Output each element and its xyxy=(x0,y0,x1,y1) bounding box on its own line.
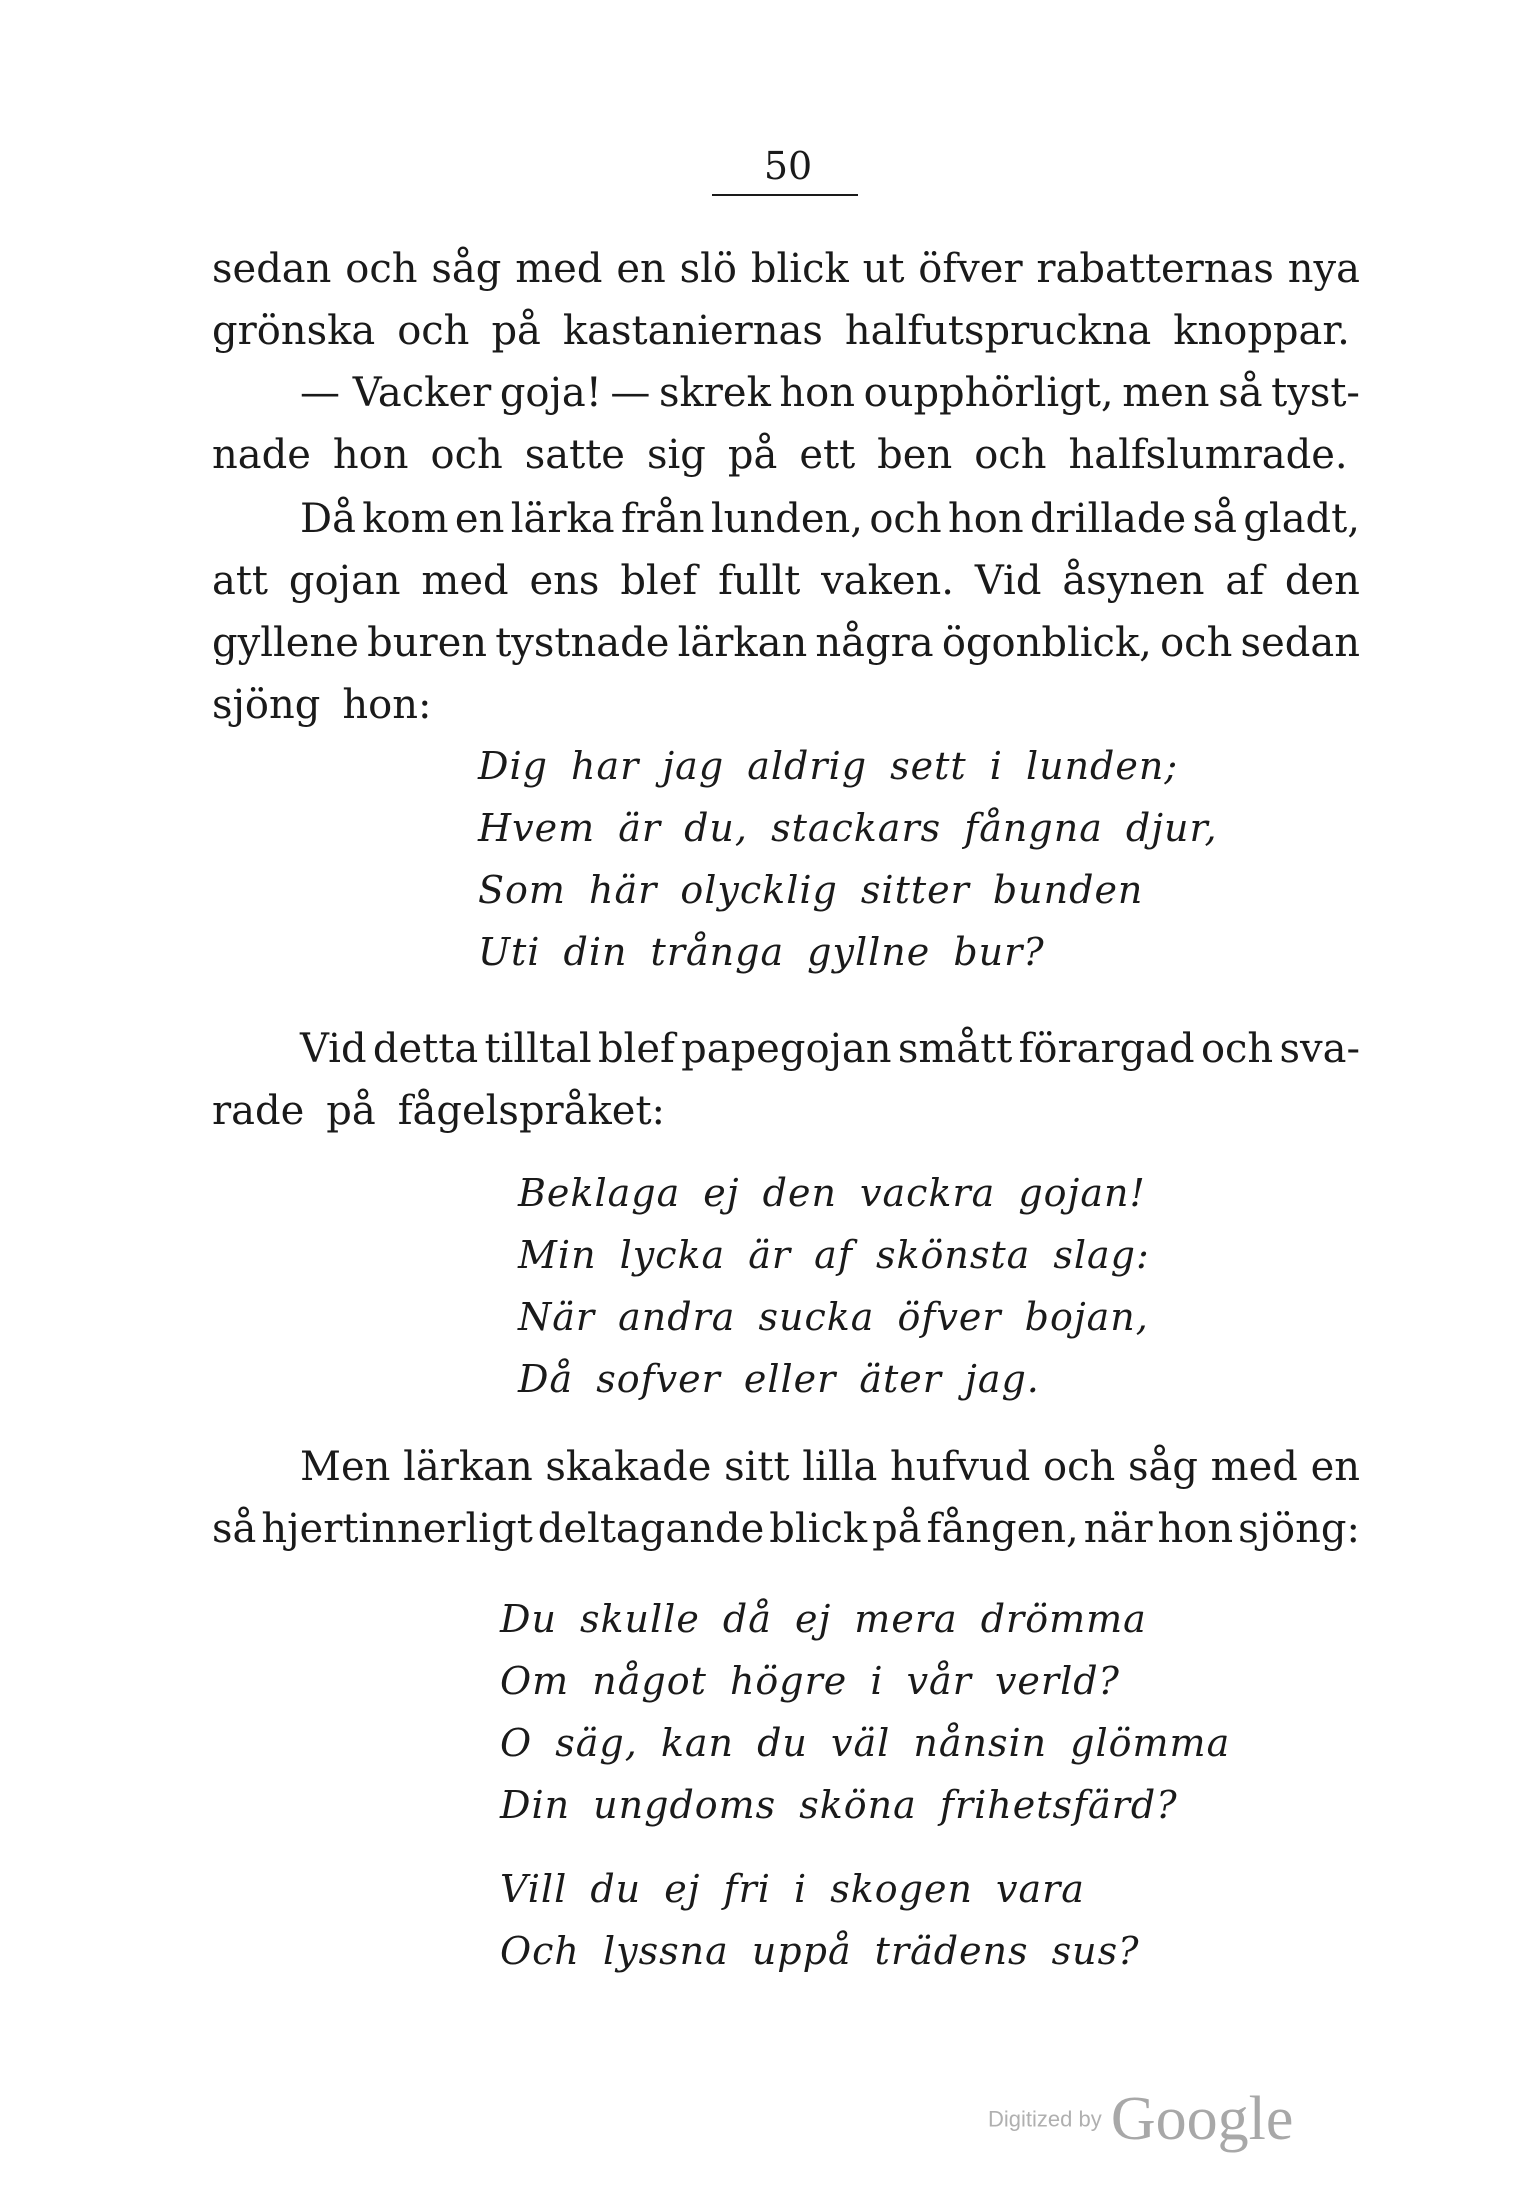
verse-1 xyxy=(478,735,1218,983)
word: den xyxy=(1284,558,1360,604)
verse-2 xyxy=(518,1162,1150,1410)
paragraph-line xyxy=(212,1080,1360,1142)
word: på xyxy=(727,432,778,478)
word: knoppar. xyxy=(1173,308,1350,354)
word: sedan xyxy=(212,246,332,292)
word: gyllene xyxy=(212,620,359,666)
word: på xyxy=(491,308,541,354)
word: gojan xyxy=(288,558,401,604)
word: på xyxy=(326,1088,376,1134)
word: så xyxy=(212,1506,257,1552)
paragraph-5 xyxy=(212,1436,1360,1560)
paragraph-line xyxy=(212,612,1360,674)
verse-line: Då sofver eller äter jag. xyxy=(518,1357,1040,1401)
verse-line: Uti din trånga gyllne bur? xyxy=(478,930,1045,974)
word: drillade xyxy=(1029,496,1187,542)
word: nya xyxy=(1287,246,1360,292)
word: blef xyxy=(597,1026,675,1072)
word: och xyxy=(1160,620,1233,666)
word: fullt xyxy=(718,558,801,604)
word: tystnade xyxy=(495,620,670,666)
word: kastaniernas xyxy=(562,308,823,354)
word: kom xyxy=(362,496,449,542)
word: Då xyxy=(300,496,356,542)
word: lilla xyxy=(802,1444,878,1490)
word: hon xyxy=(1157,1506,1234,1552)
paragraph-2 xyxy=(212,362,1360,486)
word: grönska xyxy=(212,308,376,354)
word: sjöng: xyxy=(1238,1506,1360,1552)
word: från xyxy=(620,496,705,542)
verse-line: Min lycka är af skönsta slag: xyxy=(518,1233,1150,1277)
paragraph-line xyxy=(212,1018,1360,1080)
word: en xyxy=(1310,1444,1360,1490)
word: och xyxy=(974,432,1047,478)
word: hon xyxy=(332,432,409,478)
paragraph-line xyxy=(212,674,1360,736)
paragraph-line xyxy=(212,300,1360,362)
word: lärkan xyxy=(403,1444,533,1490)
word: detta xyxy=(372,1026,479,1072)
word: Vid xyxy=(974,558,1042,604)
verse-line: Din ungdoms sköna frihetsfärd? xyxy=(500,1783,1178,1827)
word: lärkan xyxy=(677,620,808,666)
word: åsynen xyxy=(1062,558,1205,604)
word: och xyxy=(430,432,503,478)
word: hjertinnerligt xyxy=(261,1506,533,1552)
word: halfutspruckna xyxy=(844,308,1152,354)
google-logo: Google xyxy=(1110,2085,1294,2153)
word: tilltal xyxy=(484,1026,592,1072)
verse-line: Och lyssna uppå trädens sus? xyxy=(500,1929,1140,1973)
verse-line: Hvem är du, stackars fångna djur, xyxy=(478,806,1218,850)
word: papegojan xyxy=(681,1026,892,1072)
word: men xyxy=(1122,370,1210,416)
word: så xyxy=(1218,370,1263,416)
word: ut xyxy=(862,246,905,292)
page-number-rule xyxy=(712,194,858,196)
word: hufvud xyxy=(890,1444,1031,1490)
word: några xyxy=(815,620,934,666)
word: hon xyxy=(947,496,1024,542)
word: fången, xyxy=(926,1506,1079,1552)
paragraph-line xyxy=(212,550,1360,612)
verse-line: Vill du ej fri i skogen vara xyxy=(500,1867,1085,1911)
word: deltagande xyxy=(537,1506,765,1552)
word: sedan xyxy=(1240,620,1360,666)
verse-line: Som här olycklig sitter bunden xyxy=(478,868,1144,912)
verse-4 xyxy=(500,1858,1139,1982)
word: blick xyxy=(769,1506,868,1552)
paragraph-line xyxy=(212,362,1360,424)
word: smått xyxy=(897,1026,1013,1072)
word: skrek xyxy=(659,370,771,416)
verse-3 xyxy=(500,1588,1230,1836)
paragraph-3 xyxy=(212,488,1360,736)
word: ens xyxy=(529,558,600,604)
word: förargad xyxy=(1018,1026,1195,1072)
word: ett xyxy=(799,432,856,478)
word: nade xyxy=(212,432,311,478)
word: rabatternas xyxy=(1036,246,1274,292)
word: hon xyxy=(779,370,856,416)
word: sva- xyxy=(1279,1026,1360,1072)
verse-line: Om något högre i vår verld? xyxy=(500,1659,1120,1703)
word: och xyxy=(397,308,470,354)
word: såg xyxy=(1127,1444,1198,1490)
word: med xyxy=(515,246,603,292)
word: Vid xyxy=(300,1026,367,1072)
word: gladt, xyxy=(1243,496,1360,542)
word: såg xyxy=(431,246,502,292)
word: goja! xyxy=(499,370,602,416)
word: och xyxy=(869,496,942,542)
paragraph-line xyxy=(212,238,1360,300)
verse-line: När andra sucka öfver bojan, xyxy=(518,1295,1149,1339)
word: en xyxy=(616,246,666,292)
word: och xyxy=(1200,1026,1274,1072)
paragraph-line xyxy=(212,488,1360,550)
word: halfslumrade. xyxy=(1068,432,1348,478)
verse-line: Beklaga ej den vackra gojan! xyxy=(518,1171,1146,1215)
word: ögonblick, xyxy=(941,620,1152,666)
word: rade xyxy=(212,1088,305,1134)
word: slö xyxy=(679,246,738,292)
word: blef xyxy=(620,558,698,604)
word: och xyxy=(345,246,418,292)
word: öfver xyxy=(918,246,1023,292)
word: buren xyxy=(367,620,488,666)
word: oupphörligt, xyxy=(863,370,1114,416)
word: med xyxy=(421,558,509,604)
word: när xyxy=(1083,1506,1153,1552)
paragraph-4 xyxy=(212,1018,1360,1142)
word: lunden, xyxy=(710,496,863,542)
word: skakade xyxy=(545,1444,712,1490)
watermark-prefix: Digitized by xyxy=(988,2106,1102,2132)
word: med xyxy=(1210,1444,1298,1490)
verse-line: Dig har jag aldrig sett i lunden; xyxy=(478,744,1179,788)
word: — xyxy=(610,370,651,416)
word: fågelspråket: xyxy=(397,1088,665,1134)
word: sig xyxy=(646,432,706,478)
page-number: 50 xyxy=(763,144,813,188)
paragraph-line xyxy=(212,424,1360,486)
word: en xyxy=(454,496,505,542)
word: sitt xyxy=(724,1444,790,1490)
word: sjöng xyxy=(212,682,321,728)
word: att xyxy=(212,558,268,604)
paragraph-1 xyxy=(212,238,1360,362)
verse-line: O säg, kan du väl nånsin glömma xyxy=(500,1721,1231,1765)
verse-line: Du skulle då ej mera drömma xyxy=(500,1597,1147,1641)
word: af xyxy=(1225,558,1264,604)
word: lärka xyxy=(510,496,615,542)
word: Men xyxy=(300,1444,391,1490)
word: blick xyxy=(750,246,849,292)
word: så xyxy=(1192,496,1237,542)
word: tyst- xyxy=(1271,370,1360,416)
paragraph-line xyxy=(212,1498,1360,1560)
paragraph-line xyxy=(212,1436,1360,1498)
word: på xyxy=(872,1506,922,1552)
word: satte xyxy=(524,432,625,478)
word: hon: xyxy=(342,682,432,728)
word: vaken. xyxy=(821,558,954,604)
digitized-watermark xyxy=(988,2084,1293,2155)
word: ben xyxy=(877,432,953,478)
word: — Vacker xyxy=(300,370,492,416)
word: och xyxy=(1043,1444,1116,1490)
